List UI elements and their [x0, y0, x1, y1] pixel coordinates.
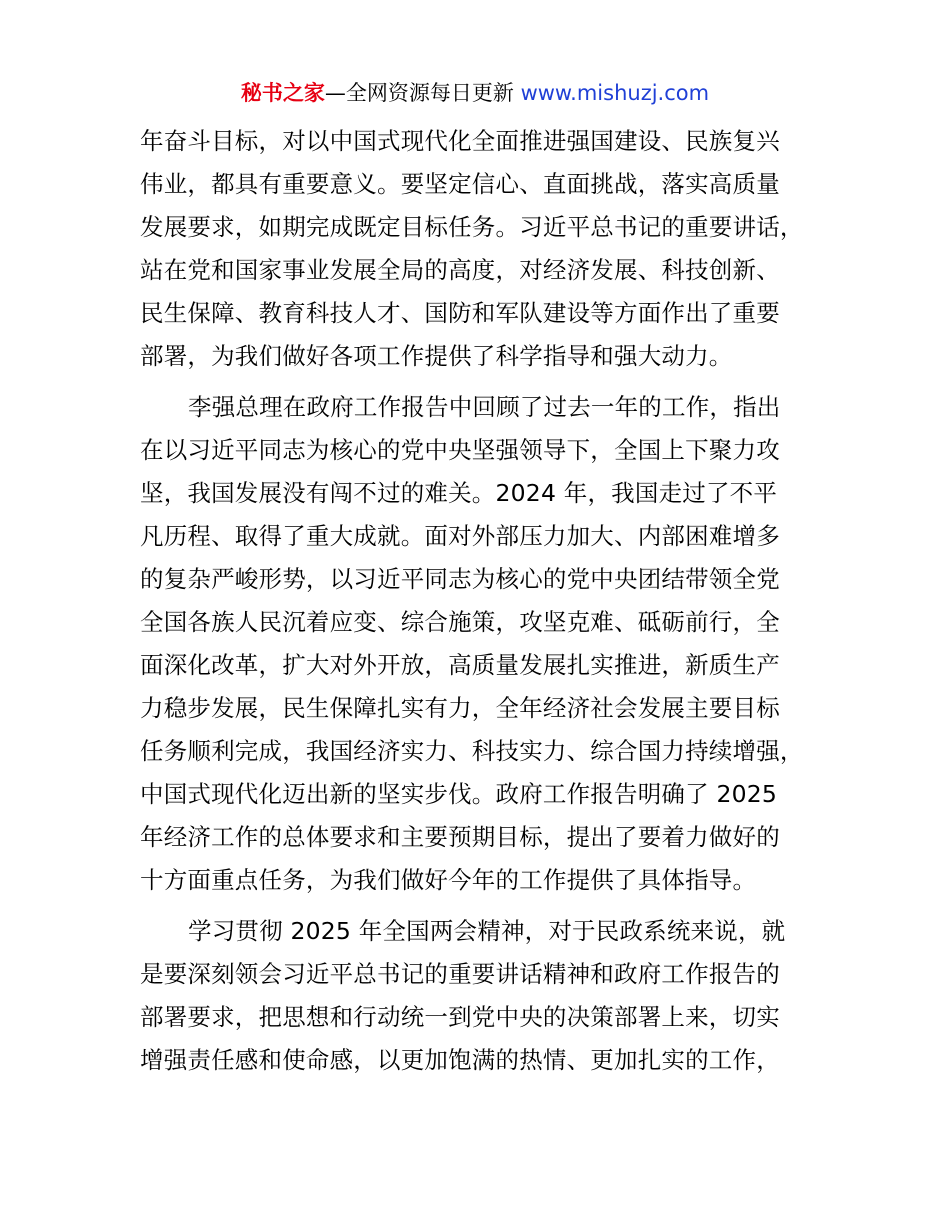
text-line: 部署，为我们做好各项工作提供了科学指导和强大动力。	[140, 342, 733, 370]
document-body	[140, 120, 840, 1090]
text-line: 增强责任感和使命感，以更加饱满的热情、更加扎实的工作，	[140, 1046, 780, 1074]
site-brand: 秘书之家	[240, 81, 325, 105]
page-header	[0, 78, 950, 108]
text-line: 坚，我国发展没有闯不过的难关。2024 年，我国走过了不平	[140, 479, 778, 507]
text-line: 发展要求，如期完成既定目标任务。习近平总书记的重要讲话，	[140, 213, 804, 241]
text-line: 民生保障、教育科技人才、国防和军队建设等方面作出了重要	[140, 299, 780, 327]
paragraph-3	[140, 910, 840, 1082]
paragraph-2	[140, 386, 840, 902]
text-line: 伟业，都具有重要意义。要坚定信心、直面挑战，落实高质量	[140, 170, 780, 198]
text-line: 是要深刻领会习近平总书记的重要讲话精神和政府工作报告的	[140, 960, 780, 988]
text-line: 面深化改革，扩大对外开放，高质量发展扎实推进，新质生产	[140, 651, 780, 679]
text-line: 学习贯彻 2025 年全国两会精神，对于民政系统来说，就	[188, 917, 786, 945]
text-line: 力稳步发展，民生保障扎实有力，全年经济社会发展主要目标	[140, 694, 780, 722]
text-line: 在以习近平同志为核心的党中央坚强领导下，全国上下聚力攻	[140, 436, 780, 464]
text-line: 凡历程、取得了重大成就。面对外部压力加大、内部困难增多	[140, 522, 780, 550]
text-line: 部署要求，把思想和行动统一到党中央的决策部署上来，切实	[140, 1003, 780, 1031]
text-line: 十方面重点任务，为我们做好今年的工作提供了具体指导。	[140, 866, 757, 894]
text-line: 全国各族人民沉着应变、综合施策，攻坚克难、砥砺前行，全	[140, 608, 780, 636]
text-line: 的复杂严峻形势，以习近平同志为核心的党中央团结带领全党	[140, 565, 780, 593]
paragraph-1	[140, 120, 840, 378]
site-tagline: —全网资源每日更新	[324, 81, 521, 105]
text-line: 中国式现代化迈出新的坚实步伐。政府工作报告明确了 2025	[140, 780, 778, 808]
text-line: 年经济工作的总体要求和主要预期目标，提出了要着力做好的	[140, 823, 780, 851]
text-line: 站在党和国家事业发展全局的高度，对经济发展、科技创新、	[140, 256, 780, 284]
text-line: 任务顺利完成，我国经济实力、科技实力、综合国力持续增强，	[140, 737, 804, 765]
text-line: 年奋斗目标，对以中国式现代化全面推进强国建设、民族复兴	[140, 127, 780, 155]
site-url-link[interactable]: www.mishuzj.com	[520, 81, 710, 105]
text-line: 李强总理在政府工作报告中回顾了过去一年的工作，指出	[188, 393, 781, 421]
